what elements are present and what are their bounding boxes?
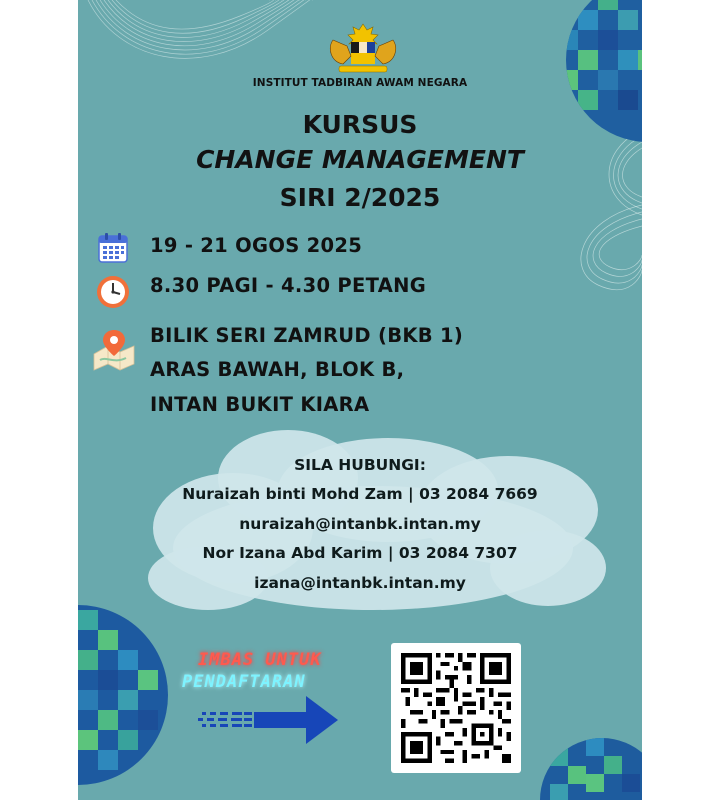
venue-line2: ARAS BAWAH, BLOK B, [150,358,405,381]
qr-code-card[interactable] [391,643,521,773]
venue-line1: BILIK SERI ZAMRUD (BKB 1) [150,324,464,347]
organization-name: INSTITUT TADBIRAN AWAM NEGARA [252,77,468,89]
contact-heading: SILA HUBUNGI: [294,456,426,474]
title-line2: CHANGE MANAGEMENT [196,145,524,174]
contact-email1[interactable]: nuraizah@intanbk.intan.my [239,515,481,533]
arrow-right-icon [196,692,338,750]
venue-line3: INTAN BUKIT KIARA [150,393,370,416]
mosaic-circle-bottom-right [540,728,642,800]
poster [78,0,642,800]
coat-of-arms [323,22,403,76]
scan-label-line1: IMBAS UNTUK [198,650,322,670]
clock-icon [94,272,132,310]
calendar-icon [96,231,130,265]
event-date: 19 - 21 OGOS 2025 [150,234,363,257]
title-line1: KURSUS [302,110,418,139]
title-line3: SIRI 2/2025 [279,183,441,212]
contact-email2[interactable]: izana@intanbk.intan.my [254,574,466,592]
scan-label-line2: PENDAFTARAN [182,672,306,692]
qr-code[interactable] [401,653,511,763]
map-pin-icon [90,328,138,372]
mosaic-circle-bottom-left [78,590,178,790]
contact-person1: Nuraizah binti Mohd Zam | 03 2084 7669 [182,485,538,503]
event-time: 8.30 PAGI - 4.30 PETANG [150,274,427,297]
contact-person2: Nor Izana Abd Karim | 03 2084 7307 [202,544,518,562]
